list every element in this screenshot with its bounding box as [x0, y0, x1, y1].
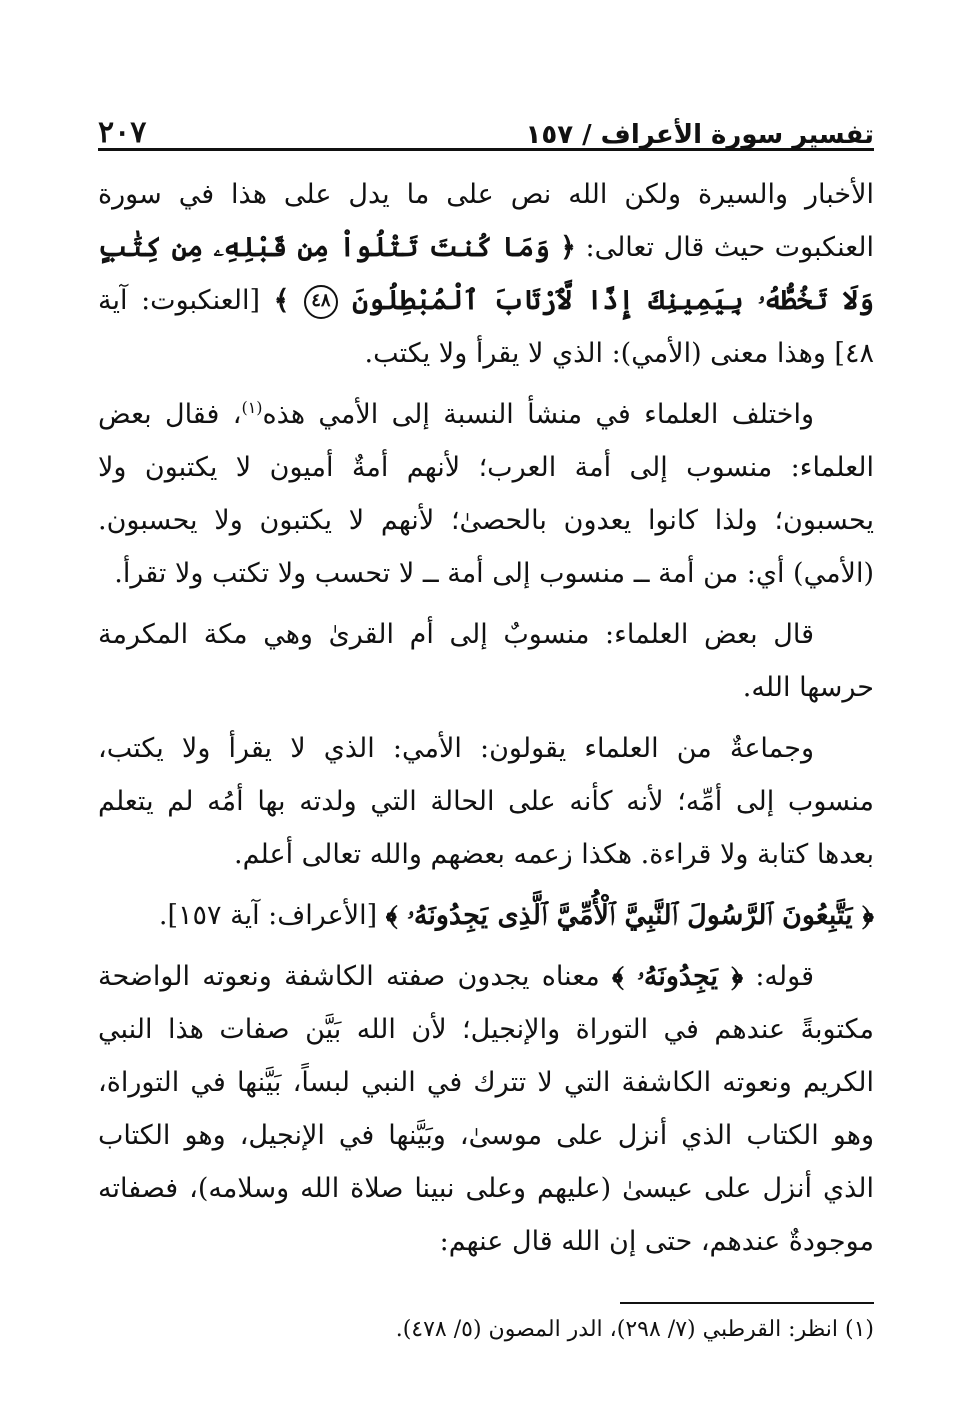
page-header — [98, 100, 874, 150]
ayah-number-marker: ٤٨ — [304, 285, 338, 319]
header-divider — [98, 148, 874, 151]
paragraph-5-tail: [الأعراف: آية ١٥٧]. — [158, 900, 386, 931]
quran-quote-ankabut-text: ﴿ وَمَا كُنتَ تَتْلُواْ مِن قَبْلِهِۦ مِن كِتَٰبٍ وَلَا تَخُطُّهُۥ بِيَمِينِكَ إِذًا لَّٱرْتَابَ ٱلْمُبْطِلُونَ — [98, 232, 874, 316]
paragraph-6-tail: معناه يجدون صفته الكاشفة ونعوته الواضحة مكتوبةً عندهم في التوراة والإنجيل؛ لأن الله بَيَّن صفات هذا النبي الكريم ونعوته الكاشفة التي لا تترك في النبي لبساً، بَيَّنها في التوراة، وهو الكتاب الذي أنزل على موسىٰ، وبَيَّنها في الإنجيل، وهو الكتاب الذي أنزل على عيسىٰ (عليهم وعلى نبينا صلاة الله وسلامه)، فصفاته موجودةٌ عندهم، حتى إن الله قال عنهم: — [98, 961, 874, 1257]
paragraph-1-tail: [العنكبوت: آية ٤٨] وهذا معنى (الأمي): الذي لا يقرأ ولا يكتب. — [98, 285, 874, 369]
paragraph-5 — [98, 889, 874, 942]
paragraph-2-tail: ، فقال بعض العلماء: منسوب إلى أمة العرب؛ لأنهم أمةٌ أميون لا يكتبون ولا يحسبون؛ ولذا كانوا يعدون بالحصىٰ؛ لأنهم لا يكتبون ولا يحسبون. (الأمي) أي: من أمة ــ منسوب إلى أمة ــ لا تحسب ولا تكتب ولا تقرأ. — [98, 399, 874, 589]
footnote-reference: (١) — [241, 398, 263, 417]
quran-quote-ankabut-close: ﴾ — [273, 285, 304, 316]
footnote-divider — [620, 1302, 874, 1304]
paragraph-1-lead: الأخبار والسيرة ولكن الله نص على ما يدل على هذا في سورة العنكبوت حيث قال تعالى: — [98, 179, 874, 263]
quran-quote-araf: ﴿ يَتَّبِعُونَ ٱلرَّسُولَ ٱلنَّبِيَّ ٱلْأُمِّيَّ ٱلَّذِى يَجِدُونَهُۥ ﴾ — [385, 900, 874, 931]
paragraph-4: وجماعةٌ من العلماء يقولون: الأمي: الذي لا يقرأ ولا يكتب، منسوب إلى أمِّه؛ لأنه كأنه على الحالة التي ولدته بها أمُه لم يتعلم بعدها كتابة ولا قراءة. هكذا زعمه بعضهم والله تعالى أعلم. — [98, 733, 874, 870]
paragraph-6-lead: قوله: — [743, 961, 814, 992]
footnote: (١) انظر: القرطبي (٧/ ٢٩٨)، الدر المصون (٥/ ٤٧٨). — [395, 1317, 874, 1342]
page-number: ٢٠٧ — [98, 115, 147, 150]
paragraph-3: قال بعض العلماء: منسوبٌ إلى أم القرىٰ وهي مكة المكرمة حرسها الله. — [98, 619, 874, 703]
paragraph-2-lead: واختلف العلماء في منشأ النسبة إلى الأمي هذه — [262, 399, 814, 430]
paragraph-6 — [98, 950, 874, 1268]
running-title: تفسير سورة الأعراف / ١٥٧ — [525, 120, 874, 150]
paragraph-2 — [98, 388, 874, 600]
paragraph-1 — [98, 168, 874, 380]
main-text — [98, 168, 874, 1276]
quran-quote-yajidunahu: ﴿ يَجِدُونَهُۥ ﴾ — [612, 961, 744, 992]
